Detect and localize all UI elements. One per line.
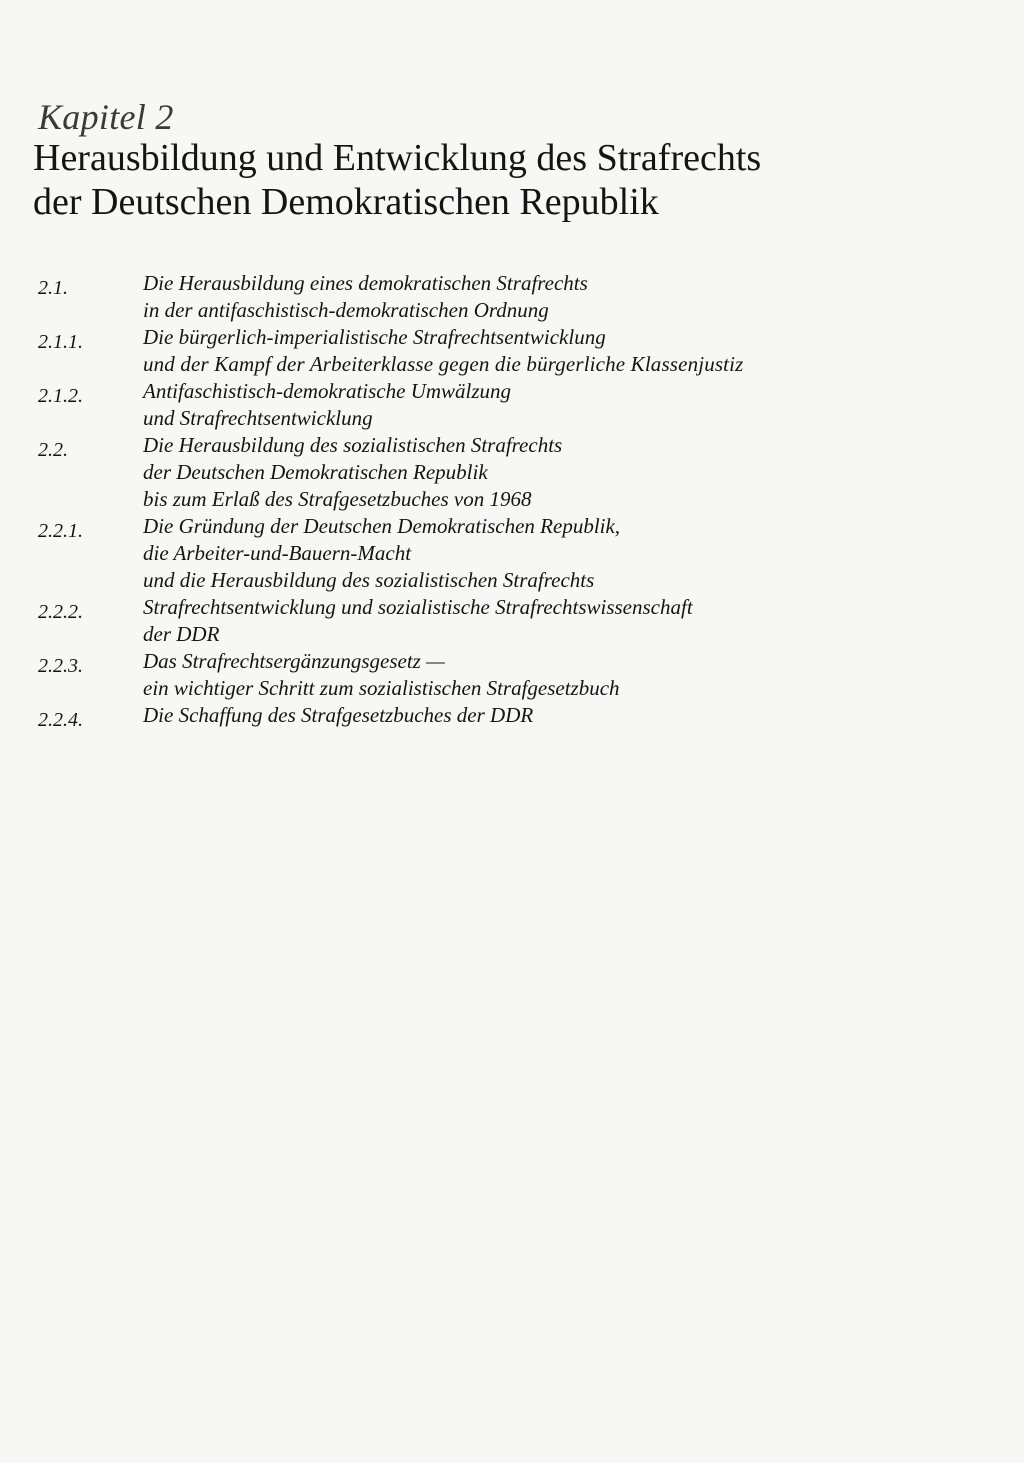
toc-entry-title	[143, 513, 1024, 594]
toc-entry-number: 2.2.4.	[38, 709, 83, 731]
chapter-title-line: Herausbildung und Entwicklung des Strafrechts	[33, 137, 762, 179]
chapter-label: Kapitel 2	[38, 97, 174, 137]
toc-entry-line: und die Herausbildung des sozialistischen Strafrechts	[143, 568, 595, 592]
chapter-title	[33, 136, 933, 224]
toc-entry	[0, 270, 1024, 324]
toc-entry-line: Die Schaffung des Strafgesetzbuches der DDR	[143, 703, 534, 727]
toc-entry-title	[143, 432, 1024, 513]
toc-entry-line: Das Strafrechtsergänzungsgesetz —	[143, 649, 445, 673]
toc-entry	[0, 432, 1024, 513]
toc-entry-number: 2.2.3.	[38, 655, 83, 677]
toc-entry-line: Die Herausbildung eines demokratischen Strafrechts	[143, 271, 588, 295]
toc-entry-line: Die Herausbildung des sozialistischen Strafrechts	[143, 433, 563, 457]
toc-entry	[0, 378, 1024, 432]
table-of-contents	[0, 270, 1024, 729]
toc-entry-line: und der Kampf der Arbeiterklasse gegen die bürgerliche Klassenjustiz	[143, 352, 744, 376]
toc-entry-line: Die Gründung der Deutschen Demokratischen Republik,	[143, 514, 621, 538]
toc-entry-number: 2.2.	[38, 439, 68, 461]
toc-entry-line: bis zum Erlaß des Strafgesetzbuches von 1968	[143, 487, 532, 511]
toc-entry-title	[143, 594, 1024, 648]
toc-entry-title	[143, 324, 1024, 378]
toc-entry-title	[143, 648, 1024, 702]
toc-entry-number: 2.1.1.	[38, 331, 83, 353]
toc-entry	[0, 513, 1024, 594]
toc-entry-title	[143, 378, 1024, 432]
toc-entry-line: ein wichtiger Schritt zum sozialistischen Strafgesetzbuch	[143, 676, 620, 700]
toc-entry-line: die Arbeiter-und-Bauern-Macht	[143, 541, 412, 565]
chapter-title-line: der Deutschen Demokratischen Republik	[33, 181, 659, 223]
toc-entry-number: 2.2.2.	[38, 601, 83, 623]
toc-entry	[0, 594, 1024, 648]
toc-entry-line: und Strafrechtsentwicklung	[143, 406, 373, 430]
toc-entry	[0, 702, 1024, 729]
toc-entry-title	[143, 702, 1024, 729]
toc-entry	[0, 648, 1024, 702]
toc-entry-line: Antifaschistisch-demokratische Umwälzung	[143, 379, 512, 403]
toc-entry-title	[143, 270, 1024, 324]
toc-entry	[0, 324, 1024, 378]
toc-entry-line: in der antifaschistisch-demokratischen Ordnung	[143, 298, 549, 322]
toc-entry-number: 2.1.2.	[38, 385, 83, 407]
toc-entry-number: 2.2.1.	[38, 520, 83, 542]
toc-entry-line: Die bürgerlich-imperialistische Strafrechtsentwicklung	[143, 325, 606, 349]
toc-entry-number: 2.1.	[38, 277, 68, 299]
toc-entry-line: der Deutschen Demokratischen Republik	[143, 460, 488, 484]
toc-entry-line: Strafrechtsentwicklung und sozialistische Strafrechtswissenschaft	[143, 595, 693, 619]
toc-entry-line: der DDR	[143, 622, 220, 646]
